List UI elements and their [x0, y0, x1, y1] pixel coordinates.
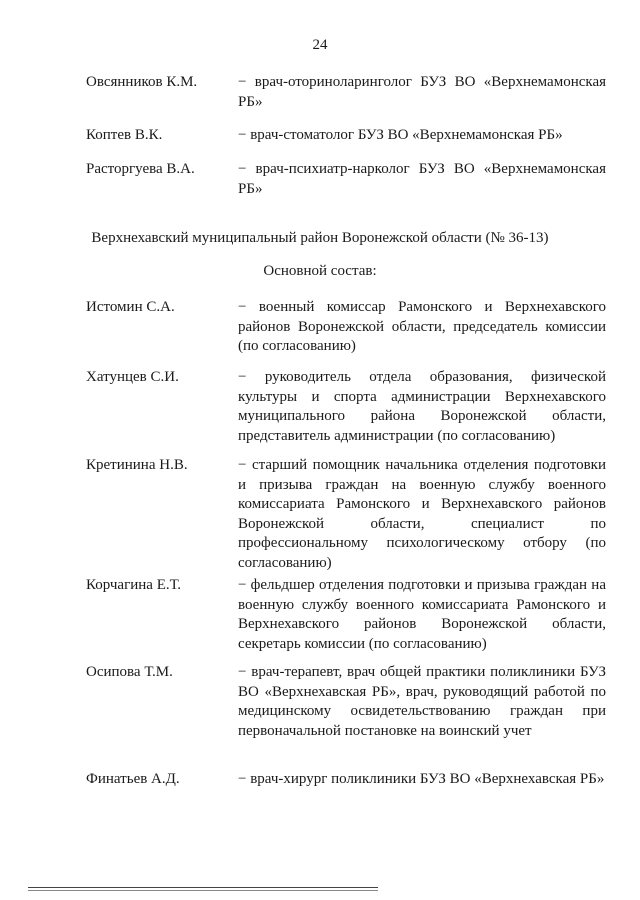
member-name: Истомин С.А. — [86, 299, 175, 315]
composition-heading: Основной состав: — [263, 263, 377, 279]
footer-divider — [28, 890, 378, 891]
footer-divider — [28, 887, 378, 888]
member-role: − военный комиссар Рамонского и Верхнехавского районов Воронежской области, председатель комиссии (по согласованию) — [238, 299, 606, 354]
member-name: Хатунцев С.И. — [86, 369, 179, 385]
member-role: − врач-стоматолог БУЗ ВО «Верхнемамонская РБ» — [238, 127, 563, 143]
member-role: − старший помощник начальника отделения подготовки и призыва граждан на военную службу военного комиссариата Рамонского и Верхнехавского районов Воронежской области, специалист по профессиональному психологическому отбору (по согласованию) — [238, 457, 606, 571]
member-role: − врач-терапевт, врач общей практики поликлиники БУЗ ВО «Верхнехавская РБ», врач, руководящий работой по медицинскому освидетельствованию граждан при первоначальной постановке на воинский учет — [238, 664, 606, 739]
member-name: Осипова Т.М. — [86, 664, 173, 680]
page-number: 24 — [312, 37, 328, 53]
district-heading: Верхнехавский муниципальный район Воронежской области (№ 36-13) — [91, 230, 549, 246]
member-role: − врач-психиатр-нарколог БУЗ ВО «Верхнемамонская РБ» — [238, 161, 606, 197]
member-name: Финатьев А.Д. — [86, 771, 180, 787]
member-name: Коптев В.К. — [86, 127, 163, 143]
member-role: − руководитель отдела образования, физической культуры и спорта администрации Верхнехавского муниципального района Воронежской области, представитель администрации (по согласованию) — [238, 369, 606, 444]
member-name: Кретинина Н.В. — [86, 457, 188, 473]
member-role: − врач-оториноларинголог БУЗ ВО «Верхнемамонская РБ» — [238, 74, 606, 110]
member-role: − врач-хирург поликлиники БУЗ ВО «Верхнехавская РБ» — [238, 771, 605, 787]
member-name: Корчагина Е.Т. — [86, 577, 182, 593]
member-name: Расторгуева В.А. — [86, 161, 195, 177]
member-role: − фельдшер отделения подготовки и призыва граждан на военную службу военного комиссариата Рамонского и Верхнехавского районов Воронежской области, секретарь комиссии (по согласованию) — [238, 577, 606, 652]
member-name: Овсянников К.М. — [86, 74, 198, 90]
